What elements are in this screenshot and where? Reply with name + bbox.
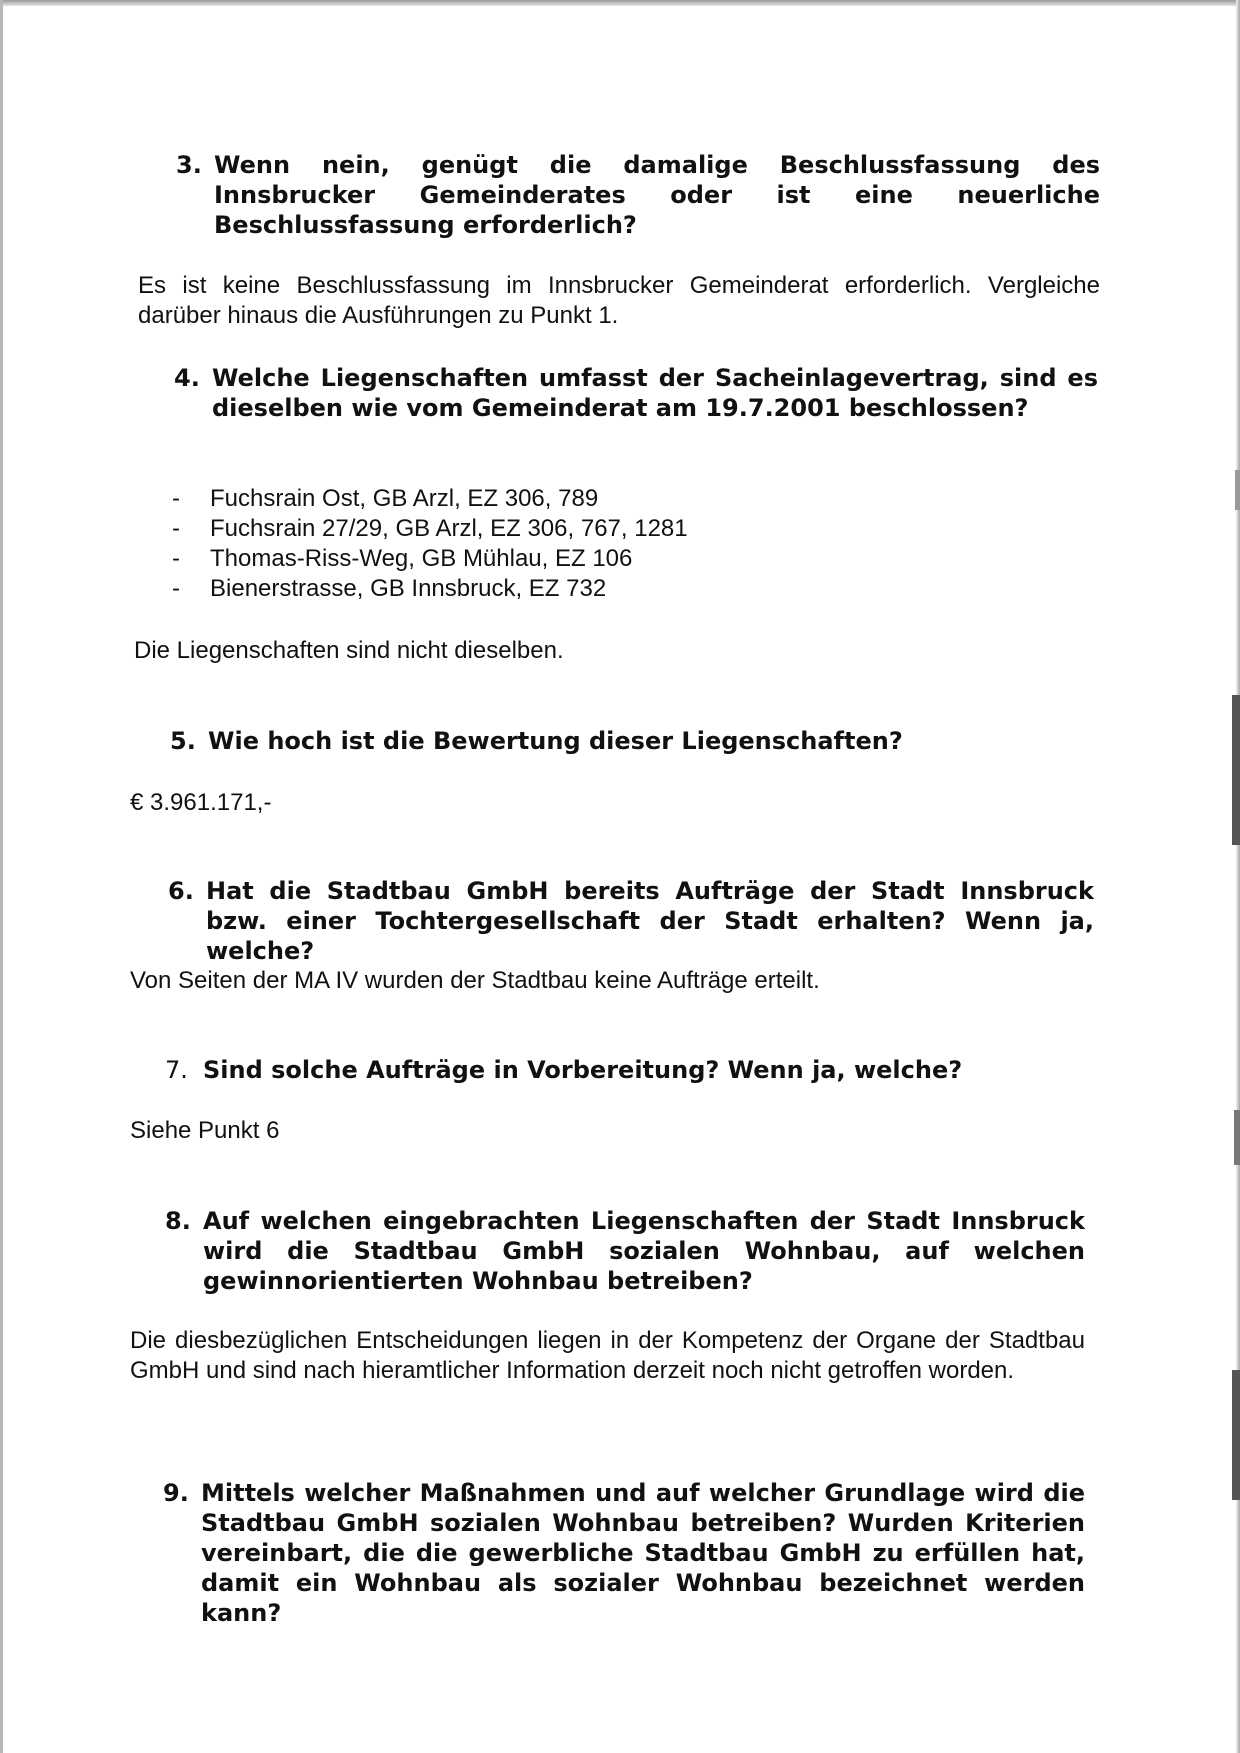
- list-item: [170, 574, 688, 604]
- question-text: Welche Liegenschaften umfasst der Sacheinlagevertrag, sind es dieselben wie vom Gemeinderat am 19.7.2001 beschlossen?: [212, 364, 1098, 422]
- question-3: [176, 150, 1100, 240]
- list-marker: -: [172, 575, 180, 602]
- question-number: 8.: [165, 1207, 191, 1235]
- list-item-text: Bienerstrasse, GB Innsbruck, EZ 732: [210, 575, 607, 602]
- question-5: [170, 726, 1094, 756]
- list-marker: -: [172, 545, 180, 572]
- question-number: 6.: [168, 877, 194, 905]
- list-marker: -: [172, 485, 180, 512]
- scan-mark: [1234, 1110, 1240, 1165]
- scan-mark: [1232, 1370, 1240, 1500]
- list-item: [170, 484, 688, 514]
- list-item: [170, 544, 688, 574]
- answer-8: Die diesbezüglichen Entscheidungen liegen in der Kompetenz der Organe der Stadtbau GmbH und sind nach hieramtlicher Information derzeit noch nicht getroffen worden.: [130, 1327, 1085, 1384]
- answer-4: Die Liegenschaften sind nicht dieselben.: [134, 637, 564, 664]
- question-number: 7.: [165, 1056, 188, 1084]
- answer-7: Siehe Punkt 6: [130, 1117, 280, 1144]
- question-text: Auf welchen eingebrachten Liegenschaften der Stadt Innsbruck wird die Stadtbau GmbH sozialen Wohnbau, auf welchen gewinnorientierten Wohnbau betreiben?: [203, 1207, 1085, 1295]
- list-item-text: Thomas-Riss-Weg, GB Mühlau, EZ 106: [210, 545, 633, 572]
- question-8: [165, 1206, 1085, 1296]
- scan-mark: [1235, 470, 1240, 510]
- question-number: 3.: [176, 151, 202, 179]
- question-number: 9.: [163, 1479, 189, 1507]
- question-text: Hat die Stadtbau GmbH bereits Aufträge der Stadt Innsbruck bzw. einer Tochtergesellschaft der Stadt erhalten? Wenn ja, welche?: [206, 877, 1094, 965]
- scan-edge-left: [0, 0, 3, 1753]
- answer-6: Von Seiten der MA IV wurden der Stadtbau keine Aufträge erteilt.: [130, 967, 820, 994]
- list-item-text: Fuchsrain 27/29, GB Arzl, EZ 306, 767, 1281: [210, 515, 688, 542]
- list-item: [170, 514, 688, 544]
- list-item-text: Fuchsrain Ost, GB Arzl, EZ 306, 789: [210, 485, 599, 512]
- question-text: Wenn nein, genügt die damalige Beschlussfassung des Innsbrucker Gemeinderates oder ist eine neuerliche Beschlussfassung erforderlich?: [214, 151, 1100, 239]
- scan-edge-top: [0, 0, 1240, 6]
- question-text: Sind solche Aufträge in Vorbereitung? Wenn ja, welche?: [203, 1056, 963, 1084]
- question-9: [163, 1478, 1085, 1628]
- question-number: 5.: [170, 727, 196, 755]
- question-number: 4.: [174, 364, 200, 392]
- list-marker: -: [172, 515, 180, 542]
- answer-5: € 3.961.171,-: [130, 789, 272, 816]
- question-text: Mittels welcher Maßnahmen und auf welcher Grundlage wird die Stadtbau GmbH sozialen Wohnbau betreiben? Wurden Kriterien vereinbart, die die gewerbliche Stadtbau GmbH zu erfüllen hat, damit ein Wohnbau als sozialer Wohnbau bezeichnet werden kann?: [201, 1479, 1085, 1627]
- question-7: [165, 1055, 1091, 1085]
- question-text: Wie hoch ist die Bewertung dieser Liegenschaften?: [208, 727, 903, 755]
- question-4: [174, 363, 1098, 423]
- property-list: [170, 484, 688, 604]
- question-6: [168, 876, 1094, 966]
- answer-3: Es ist keine Beschlussfassung im Innsbrucker Gemeinderat erforderlich. Vergleiche darüber hinaus die Ausführungen zu Punkt 1.: [138, 272, 1100, 329]
- scan-mark: [1232, 695, 1240, 845]
